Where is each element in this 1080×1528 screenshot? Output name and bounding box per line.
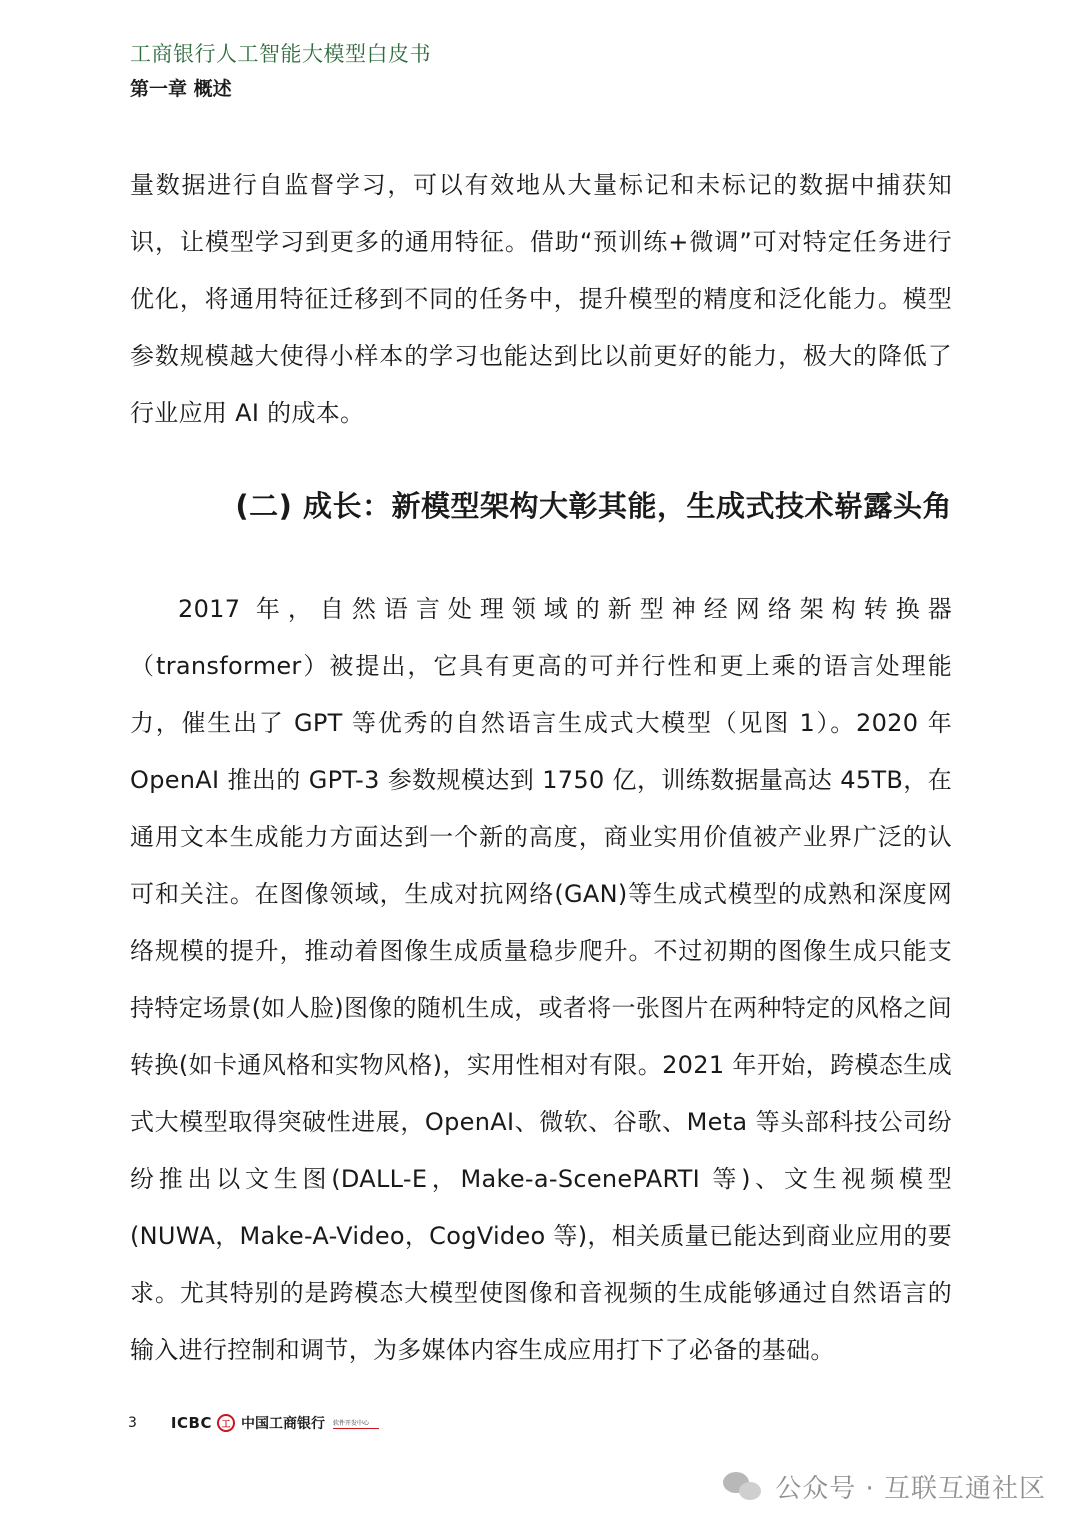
bank-center-name: 软件开发中心 <box>333 1418 379 1429</box>
body-paragraph: 2017 年，自然语言处理领域的新型神经网络架构转换器（transformer）被提出，它具有更高的可并行性和更上乘的语言处理能力，催生出了 GPT 等优秀的自然语言生成式大模型（见图 1）。2020 年 OpenAI 推出的 GPT-3 参数规模达到 1750 亿，训练数据量高达 45TB，在通用文本生成能力方面达到一个新的高度，商业实用价值被产业界广泛的认可和关注。在图像领域，生成对抗网络(GAN)等生成式模型的成熟和深度网络规模的提升，推动着图像生成质量稳步爬升。不过初期的图像生成只能支持特定场景(如人脸)图像的随机生成，或者将一张图片在两种特定的风格之间转换(如卡通风格和实物风格)，实用性相对有限。2021 年开始，跨模态生成式大模型取得突破性进展，OpenAI、微软、谷歌、Meta 等头部科技公司纷纷推出以文生图(DALL-E，Make-a-ScenePARTI 等)、文生视频模型(NUWA，Make-A-Video，CogVideo 等)，相关质量已能达到商业应用的要求。尤其特别的是跨模态大模型使图像和音视频的生成能够通过自然语言的输入进行控制和调节，为多媒体内容生成应用打下了必备的基础。 <box>130 595 952 1364</box>
document-title: 工商银行人工智能大模型白皮书 <box>130 42 431 66</box>
page-footer <box>128 1408 379 1438</box>
body-paragraph: 量数据进行自监督学习，可以有效地从大量标记和未标记的数据中捕获知识，让模型学习到更多的通用特征。借助“预训练+微调”可对特定任务进行优化，将通用特征迁移到不同的任务中，提升模型的精度和泛化能力。模型参数规模越大使得小样本的学习也能达到比以前更好的能力，极大的降低了行业应用 AI 的成本。 <box>130 171 952 427</box>
wechat-watermark <box>723 1466 1046 1506</box>
chapter-title: 第一章 概述 <box>130 78 232 100</box>
watermark-text: 公众号 · 互联互通社区 <box>775 1473 1046 1504</box>
bank-name: 中国工商银行 <box>240 1416 325 1432</box>
wechat-icon <box>723 1470 765 1502</box>
page-number: 3 <box>128 1415 137 1431</box>
icbc-brand: ICBC <box>170 1414 212 1432</box>
section-heading: (二) 成长：新模型架构大彰其能，生成式技术崭露头角 <box>235 489 952 523</box>
icbc-logo-icon: 工 <box>217 1414 235 1432</box>
